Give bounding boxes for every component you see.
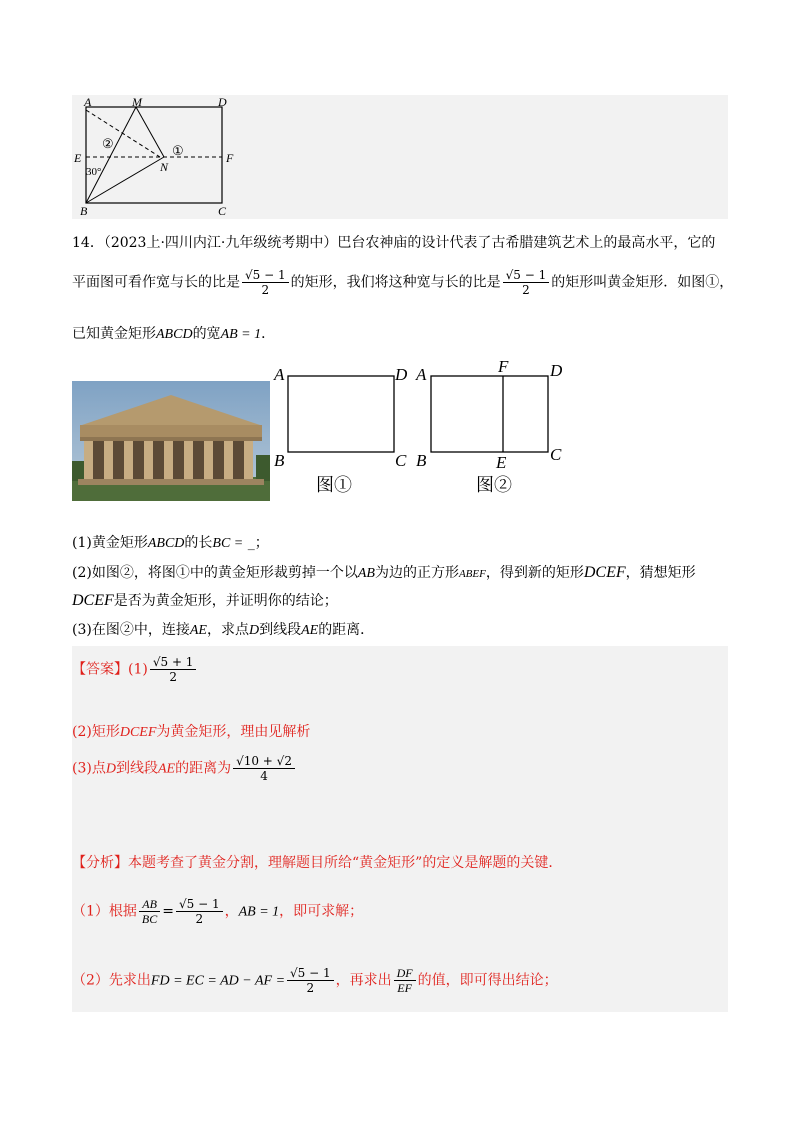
answer-3-fraction: $\frac{√10 + √2}{4}$ — [233, 754, 295, 783]
s1-eq: = — [162, 903, 174, 920]
answer-1-fraction: $\frac{√5 + 1}{2}$ — [150, 655, 197, 684]
figure-1 — [272, 362, 412, 502]
temple-photo — [72, 381, 270, 501]
fig1-caption: 图① — [316, 475, 352, 495]
q14-source: （2023上·四川内江·九年级统考期中） — [103, 235, 338, 251]
label-F: F — [226, 151, 234, 165]
s1-c: ，即可求解； — [279, 903, 364, 920]
q14-line2-c: 的矩形叫黄金矩形．如图①， — [551, 274, 734, 291]
answer-line3 — [72, 754, 297, 783]
p3-ae2: AE — [301, 623, 319, 638]
answer-block — [72, 646, 728, 1012]
label-D: D — [218, 95, 227, 109]
ratio-fraction-2: $\frac{√5 - 1}{2}$ — [503, 268, 550, 297]
fig2-F: F — [498, 357, 509, 376]
fig1-B: B — [274, 451, 285, 470]
top-geometry-figure — [72, 95, 252, 219]
label-N: N — [160, 160, 169, 174]
q14-line3-b: 的宽 — [192, 326, 221, 342]
q14-line2-a: 平面图可看作宽与长的比是 — [72, 274, 240, 291]
label-M: M — [132, 95, 142, 109]
p2-abef: ABEF — [458, 568, 486, 580]
part-2-line2 — [72, 591, 338, 611]
part-2-line1 — [72, 563, 696, 584]
q14-ab-eq: AB = 1 — [220, 327, 262, 342]
fig1-rect — [288, 376, 394, 452]
s1-b: ， — [224, 903, 239, 920]
p2-b: 为边的正方形 — [374, 565, 459, 581]
ratio-fraction-1: $\frac{√5 - 1}{2}$ — [242, 268, 289, 297]
q14-line3-end: ． — [261, 326, 276, 342]
line-mn — [136, 107, 164, 157]
a3-b: 到线段 — [115, 760, 158, 777]
label-A: A — [84, 95, 92, 109]
p1-abcd: ABCD — [147, 536, 185, 551]
p3-c: 到线段 — [259, 622, 302, 638]
fig2-E: E — [496, 453, 507, 472]
q14-line3 — [72, 324, 275, 345]
q14-number: 14． — [72, 235, 104, 251]
fig2-rect — [431, 376, 548, 452]
a3-c: 的距离为 — [175, 760, 232, 777]
p3-a: (3)在图②中，连接 — [72, 622, 190, 638]
fig2-C: C — [550, 445, 562, 464]
answer-1-prefix: (1) — [128, 661, 148, 678]
label-C: C — [218, 204, 227, 218]
a3-ae: AE — [157, 761, 176, 777]
label-B: B — [80, 204, 88, 218]
label-E: E — [74, 151, 82, 165]
analysis-step2 — [72, 966, 558, 995]
s2-df-ef-fraction: $\frac{DF}{EF}$ — [394, 966, 416, 995]
p2-dcef: DCEF — [583, 564, 626, 581]
p1-a: (1)黄金矩形 — [72, 535, 148, 551]
p2-a: (2)如图②，将图①中的黄金矩形裁剪掉一个以 — [72, 565, 358, 581]
q14-line1 — [72, 233, 715, 253]
s2-expr: FD = EC = AD − AF = — [150, 973, 286, 989]
p1-blank: _； — [243, 535, 269, 551]
p3-b: ，求点 — [206, 622, 249, 638]
s2-c: 的值，即可得出结论； — [417, 972, 558, 989]
a2-a: (2)矩形 — [72, 724, 120, 740]
p2-ab: AB — [357, 566, 375, 581]
analysis-tag: 【分析】 — [72, 855, 128, 871]
s2-ratio-fraction: $\frac{√5 - 1}{2}$ — [287, 966, 334, 995]
p2-line2-text: 是否为黄金矩形，并证明你的结论； — [113, 593, 338, 609]
s1-ab-bc-fraction: $\frac{AB}{BC}$ — [139, 897, 160, 926]
q14-text: 巴台农神庙的设计代表了古希腊建筑艺术上的最高水平，它的 — [337, 235, 716, 251]
answer-tag: 【答案】 — [72, 661, 128, 678]
s2-b: ，再求出 — [335, 972, 392, 989]
p3-end: 的距离． — [318, 622, 375, 638]
a2-b: 为黄金矩形，理由见解析 — [156, 724, 311, 740]
q14-line2-b: 的矩形，我们将这种宽与长的比是 — [290, 274, 501, 291]
a3-d: D — [105, 761, 116, 777]
a3-a: (3)点 — [72, 760, 106, 777]
label-circle2: ② — [102, 136, 114, 151]
analysis-intro-text: 本题考查了黄金分割，理解题目所给“黄金矩形”的定义是解题的关键． — [128, 855, 563, 871]
s1-a: （1）根据 — [72, 903, 137, 920]
answer-line1 — [72, 655, 198, 684]
p1-b: 的长 — [184, 535, 213, 551]
a2-dcef: DCEF — [119, 725, 157, 740]
s1-ab: AB = 1 — [238, 904, 280, 920]
p2-c: ，得到新的矩形 — [485, 565, 584, 581]
fig2-D: D — [550, 361, 563, 380]
dashed-an — [86, 110, 160, 157]
answer-line2 — [72, 722, 310, 743]
figure-2 — [414, 356, 574, 502]
s2-a: （2）先求出 — [72, 972, 151, 989]
fig1-C: C — [395, 451, 407, 470]
p2-d: ，猜想矩形 — [625, 565, 696, 581]
p3-ae: AE — [189, 623, 207, 638]
fig1-A: A — [274, 365, 285, 384]
q14-abcd: ABCD — [156, 327, 193, 342]
p2-line2-dcef: DCEF — [72, 592, 114, 609]
analysis-intro — [72, 853, 562, 873]
analysis-step1 — [72, 897, 363, 926]
label-angle: 30° — [86, 166, 102, 178]
s1-ratio-fraction: $\frac{√5 - 1}{2}$ — [176, 897, 223, 926]
part-1 — [72, 533, 269, 554]
p1-bc: BC = — [212, 536, 244, 551]
p3-d: D — [248, 623, 260, 638]
rect-abcd — [86, 107, 222, 203]
label-circle1: ① — [172, 143, 184, 158]
fig2-A: A — [416, 365, 427, 384]
q14-line2 — [72, 268, 733, 297]
fig2-B: B — [416, 451, 427, 470]
fig2-caption: 图② — [476, 475, 512, 495]
fig1-D: D — [395, 365, 408, 384]
part-3 — [72, 620, 374, 641]
q14-line3-a: 已知黄金矩形 — [72, 326, 156, 342]
